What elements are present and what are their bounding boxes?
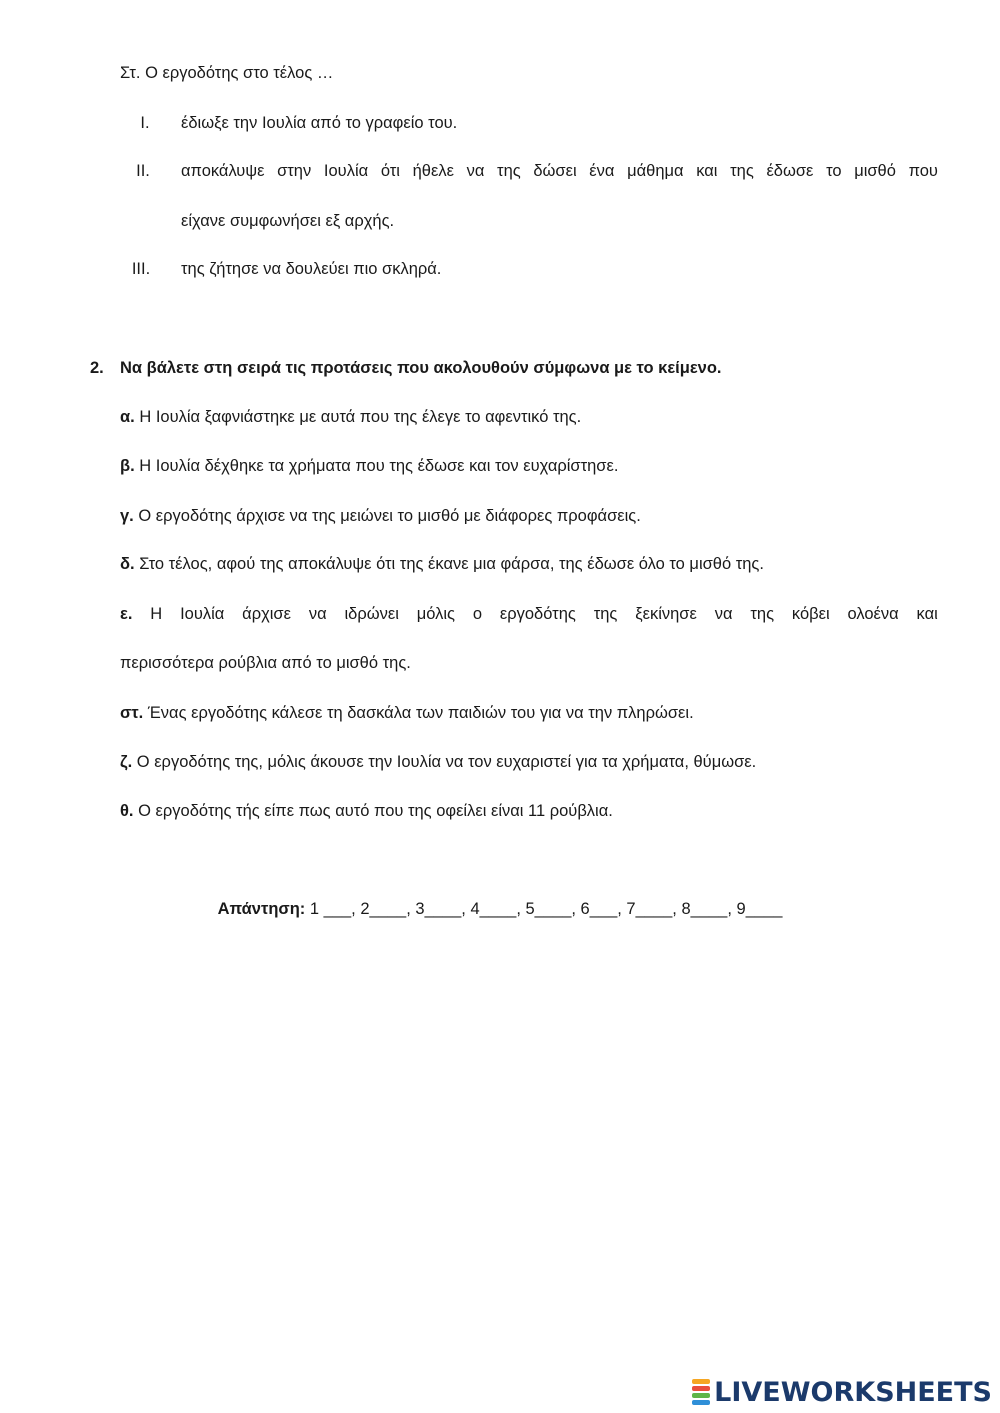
- question-number: 2.: [90, 359, 104, 377]
- statement-label: ε.: [120, 605, 133, 623]
- word: Ιουλία: [323, 162, 369, 180]
- liveworksheets-logo: [692, 1375, 992, 1409]
- option-number: III.: [131, 260, 151, 278]
- statement-label: θ.: [120, 802, 134, 820]
- option-number: II.: [136, 162, 150, 180]
- logo-text: LIVEWORKSHEETS: [714, 1376, 992, 1408]
- statement-label: δ.: [120, 555, 135, 573]
- answer-blanks[interactable]: 1 ___, 2____, 3____, 4____, 5____, 6___, 7____, 8____, 9____: [309, 900, 783, 918]
- statement: [120, 752, 756, 772]
- word: μάθημα: [627, 162, 684, 180]
- word: ιδρώνει: [344, 605, 399, 623]
- word: κόβει: [791, 605, 830, 623]
- option-text: έδιωξε την Ιουλία από το γραφείο του.: [181, 114, 458, 132]
- option-text-line1: [181, 161, 938, 181]
- statement: [120, 506, 641, 526]
- word: Η: [150, 605, 163, 623]
- statement: [120, 554, 764, 574]
- word: αποκάλυψε: [181, 162, 265, 180]
- statement-label: γ.: [120, 507, 134, 525]
- option-number: I.: [140, 114, 150, 132]
- statement-text: Ο εργοδότης άρχισε να της μειώνει το μισθό με διάφορες προφάσεις.: [138, 507, 641, 525]
- word: να: [714, 605, 733, 623]
- statement-line1: [120, 604, 938, 624]
- option-text: της ζήτησε να δουλεύει πιο σκληρά.: [181, 260, 442, 278]
- word: της: [750, 605, 775, 623]
- word: εργοδότης: [499, 605, 576, 623]
- statement: [120, 456, 618, 476]
- statement: [120, 801, 613, 821]
- word: της: [730, 162, 754, 180]
- word: της: [593, 605, 618, 623]
- statement-text: Ένας εργοδότης κάλεσε τη δασκάλα των παιδιών του για να την πληρώσει.: [147, 704, 694, 722]
- word: ξεκίνησε: [635, 605, 697, 623]
- word: μόλις: [416, 605, 455, 623]
- word: δώσει: [533, 162, 577, 180]
- logo-badge-segment: [692, 1400, 710, 1405]
- statement: [120, 703, 694, 723]
- word: ένα: [589, 162, 615, 180]
- option-text-line2: είχανε συμφωνήσει εξ αρχής.: [181, 212, 395, 230]
- logo-badge-icon: [692, 1378, 710, 1406]
- statement-label: ζ.: [120, 753, 133, 771]
- word: Ιουλία: [180, 605, 225, 623]
- statement-text: Η Ιουλία ξαφνιάστηκε με αυτά που της έλεγε το αφεντικό της.: [139, 408, 582, 426]
- logo-badge-segment: [692, 1379, 710, 1384]
- word: το: [826, 162, 842, 180]
- statement-text: Στο τέλος, αφού της αποκάλυψε ότι της έκανε μια φάρσα, της έδωσε όλο το μισθό της.: [139, 555, 764, 573]
- word: ο: [472, 605, 483, 623]
- word: που: [908, 162, 938, 180]
- word: της: [497, 162, 521, 180]
- answer-line: [0, 899, 1000, 919]
- logo-badge-segment: [692, 1386, 710, 1391]
- word: έδωσε: [766, 162, 814, 180]
- word: ότι: [380, 162, 400, 180]
- word: άρχισε: [242, 605, 291, 623]
- word: να: [308, 605, 327, 623]
- statement-label: α.: [120, 408, 135, 426]
- word: στην: [277, 162, 312, 180]
- word: ολοένα: [847, 605, 899, 623]
- statement-text-line2: περισσότερα ρούβλια από το μισθό της.: [120, 654, 411, 672]
- statement-label: β.: [120, 457, 135, 475]
- word: μισθό: [854, 162, 896, 180]
- logo-badge-segment: [692, 1393, 710, 1398]
- question-title: Να βάλετε στη σειρά τις προτάσεις που ακολουθούν σύμφωνα με το κείμενο.: [120, 359, 722, 377]
- question-st-prompt: Στ. Ο εργοδότης στο τέλος …: [120, 64, 334, 82]
- statement-label: στ.: [120, 704, 144, 722]
- statement-text: Ο εργοδότης τής είπε πως αυτό που της οφείλει είναι 11 ρούβλια.: [138, 802, 613, 820]
- word: και: [916, 605, 938, 623]
- word: να: [466, 162, 485, 180]
- statement-text: Ο εργοδότης της, μόλις άκουσε την Ιουλία να τον ευχαριστεί για τα χρήματα, θύμωσε.: [136, 753, 757, 771]
- statement-text: Η Ιουλία δέχθηκε τα χρήματα που της έδωσε και τον ευχαρίστησε.: [139, 457, 619, 475]
- answer-label: Απάντηση:: [217, 900, 306, 918]
- statement: [120, 407, 581, 427]
- word: ήθελε: [412, 162, 454, 180]
- word: και: [696, 162, 718, 180]
